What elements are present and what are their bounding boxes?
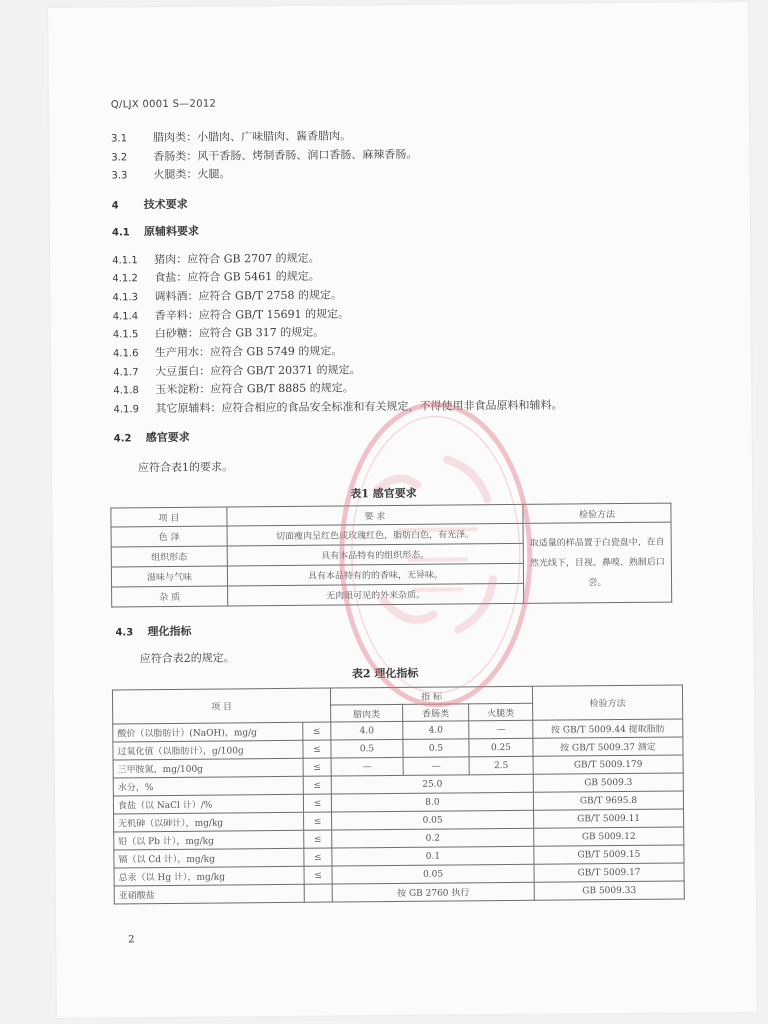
row-requirement: 具有本品特有的组织形态。	[227, 543, 523, 566]
header-method: 检验方法	[532, 685, 682, 720]
physicochemical-table	[112, 684, 685, 904]
row-operator: ≤	[303, 722, 331, 740]
row-item: 杂 质	[112, 586, 228, 607]
header-col-larou: 腊肉类	[331, 704, 403, 722]
method-cell: 取适量的样品置于白瓷盘中，在自然光线下，目视、鼻嗅、熟制后口尝。	[523, 522, 672, 603]
row-method: GB/T 5009.179	[533, 755, 683, 774]
row-operator: ≤	[304, 830, 332, 848]
header-col-xiangchang: 香肠类	[403, 704, 469, 722]
item-text: 其它原辅料：应符合相应的食品安全标准和有关规定，不得使用非食品原料和辅料。	[155, 398, 563, 416]
raw-material-item	[112, 250, 319, 268]
page-number: 2	[128, 934, 135, 946]
row-value: 0.5	[403, 739, 469, 758]
section-number: 4.3	[115, 627, 134, 639]
row-method: GB/T 5009.15	[534, 845, 684, 864]
row-item: 总汞（以 Hg 计），mg/kg	[114, 866, 304, 886]
row-item: 亚硝酸盐	[114, 884, 304, 904]
section-title: 感官要求	[145, 430, 190, 445]
sensory-requirements-table	[110, 503, 672, 608]
row-method: GB/T 9695.8	[533, 791, 683, 810]
row-value: 0.05	[332, 810, 534, 830]
item-text: 大豆蛋白：应符合 GB/T 20371 的规定。	[155, 363, 361, 379]
section-number: 4.2	[113, 433, 132, 445]
header-item: 项 目	[112, 688, 330, 724]
row-item: 组织形态	[111, 546, 227, 567]
item-text: 火腿类：火腿。	[153, 167, 231, 182]
raw-material-item	[113, 305, 350, 323]
row-requirement: 无肉眼可见的外来杂质。	[228, 583, 524, 606]
section-title: 理化指标	[147, 624, 192, 639]
item-number: 3.1	[111, 133, 128, 145]
row-value: 0.5	[331, 739, 403, 758]
row-value: 8.0	[331, 792, 533, 812]
section-heading	[115, 623, 191, 640]
row-operator: ≤	[304, 812, 332, 830]
item-text: 生产用水：应符合 GB 5749 的规定。	[154, 344, 343, 360]
row-item: 色 泽	[111, 526, 227, 547]
item-number: 4.1.2	[112, 273, 138, 285]
raw-material-item	[113, 342, 342, 360]
item-text: 调料酒：应符合 GB/T 2758 的规定。	[154, 288, 342, 304]
section-heading	[112, 196, 188, 213]
table-row	[114, 881, 684, 904]
header-method: 检验方法	[523, 503, 671, 523]
header-item: 项 目	[111, 507, 227, 527]
row-method: GB 5009.12	[534, 827, 684, 846]
item-number: 3.3	[111, 170, 128, 182]
section-number: 4	[111, 200, 119, 212]
row-value: 2.5	[469, 756, 533, 775]
item-text: 香肠类：风干香肠、烤制香肠、润口香肠、麻辣香肠。	[153, 147, 418, 164]
row-value: 0.1	[332, 846, 534, 866]
raw-material-item	[112, 286, 342, 304]
row-operator: ≤	[303, 776, 331, 794]
row-operator: ≤	[304, 866, 332, 884]
row-value: 25.0	[331, 774, 533, 794]
item-number: 4.1.8	[113, 385, 139, 397]
section-intro: 应符合表1的要求。	[137, 460, 234, 475]
row-value: —	[469, 720, 533, 739]
section-intro: 应符合表2的规定。	[139, 651, 235, 666]
section-heading	[114, 429, 190, 446]
item-text: 香辛料：应符合 GB/T 15691 的规定。	[154, 307, 350, 323]
item-number: 4.1.1	[112, 255, 138, 267]
row-value: 0.05	[332, 864, 534, 884]
item-text: 玉米淀粉：应符合 GB/T 8885 的规定。	[155, 381, 354, 397]
row-value: —	[331, 757, 403, 776]
row-item: 水分，%	[113, 776, 303, 796]
item-text: 猪肉：应符合 GB 2707 的规定。	[154, 251, 320, 267]
row-operator: ≤	[304, 848, 332, 866]
header-requirement: 要 求	[227, 504, 523, 526]
row-item: 无机砷（以砷计），mg/kg	[114, 812, 304, 832]
item-text: 食盐：应符合 GB 5461 的规定。	[154, 269, 320, 285]
row-value: 4.0	[331, 721, 403, 740]
classification-item	[111, 146, 417, 165]
document-page	[48, 2, 757, 1018]
item-number: 4.1.4	[112, 311, 139, 323]
row-item: 镉（以 Cd 计），mg/kg	[114, 848, 304, 868]
row-value: 0.25	[469, 738, 533, 757]
section-heading	[112, 223, 199, 240]
row-value: 4.0	[403, 721, 469, 740]
row-requirement: 具有本品特有的的香味，无异味。	[227, 563, 523, 586]
section-number: 4.1	[111, 227, 130, 239]
row-item: 滋味与气味	[111, 566, 227, 587]
row-method: 按 GB/T 5009.44 提取脂肪	[533, 719, 683, 738]
row-value: 按 GB 2760 执行	[332, 882, 534, 902]
row-method: GB/T 5009.11	[534, 809, 684, 828]
item-number: 4.1.9	[113, 404, 140, 416]
row-value: 0.2	[332, 828, 534, 848]
classification-item	[111, 165, 230, 182]
raw-material-item	[113, 397, 562, 417]
row-operator: ≤	[303, 740, 331, 758]
row-item: 过氧化值（以脂肪计），g/100g	[113, 740, 303, 760]
row-method: GB 5009.3	[533, 773, 683, 792]
header-index: 指 标	[330, 686, 532, 705]
raw-material-item	[113, 361, 361, 379]
raw-material-item	[113, 379, 354, 397]
table-row	[111, 522, 671, 547]
doc-code-header: Q/LJX 0001 S—2012	[110, 98, 217, 111]
header-col-huotui: 火腿类	[469, 703, 533, 721]
item-text: 白砂糖：应符合 GB 317 的规定。	[154, 325, 325, 341]
item-number: 4.1.7	[113, 367, 139, 379]
section-title: 技术要求	[143, 197, 188, 212]
row-value: —	[403, 757, 469, 776]
raw-material-item	[112, 268, 319, 286]
item-number: 3.2	[111, 152, 128, 164]
row-method: 按 GB/T 5009.37 测定	[533, 737, 683, 756]
row-method: GB 5009.33	[534, 881, 684, 900]
table-caption: 表1 感官要求	[350, 486, 417, 501]
row-item: 酸价（以脂肪计）(NaOH)，mg/g	[113, 722, 303, 742]
item-number: 4.1.5	[112, 329, 139, 341]
table-caption: 表2 理化指标	[351, 666, 419, 681]
raw-material-item	[113, 324, 324, 342]
row-requirement: 切面瘦肉呈红色或玫瑰红色，脂肪白色，有光泽。	[227, 523, 523, 546]
item-number: 4.1.6	[112, 348, 139, 360]
item-text: 腊肉类：小腊肉、广味腊肉、酱香腊肉。	[153, 129, 352, 145]
row-operator: ≤	[303, 794, 331, 812]
section-title: 原辅料要求	[143, 224, 200, 239]
classification-item	[111, 127, 351, 145]
row-operator	[304, 884, 332, 902]
row-item: 三甲胺氮，mg/100g	[113, 758, 303, 778]
row-item: 铅（以 Pb 计），mg/kg	[114, 830, 304, 850]
row-item: 食盐（以 NaCl 计）/%	[113, 794, 303, 814]
item-number: 4.1.3	[112, 292, 139, 304]
row-operator: ≤	[303, 758, 331, 776]
row-method: GB/T 5009.17	[534, 863, 684, 882]
